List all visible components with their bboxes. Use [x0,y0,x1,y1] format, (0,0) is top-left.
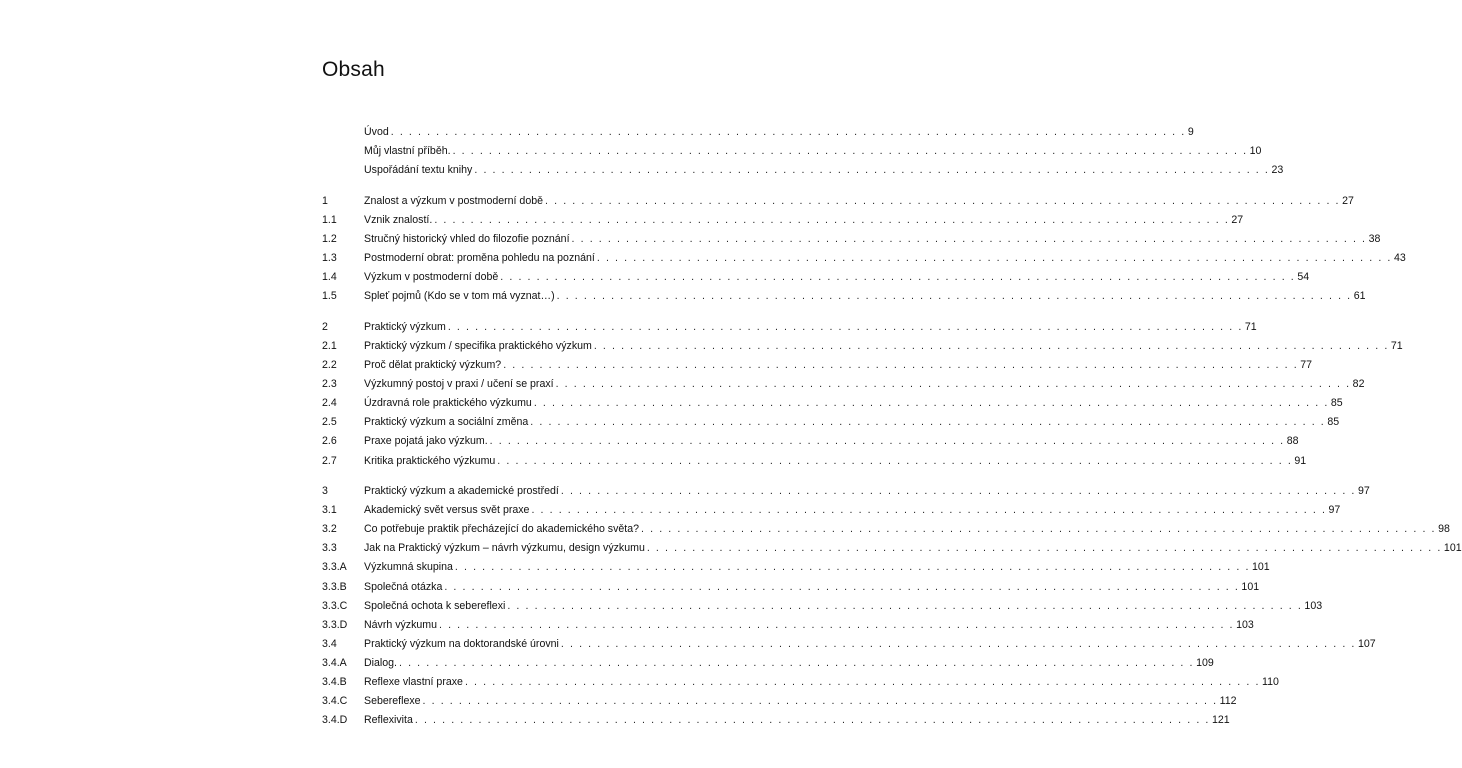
toc-entry-page: 98 [1438,523,1450,536]
toc-entry-page: 107 [1357,637,1376,650]
toc-entry-number: 2.1 [322,339,337,352]
dot-leader [572,230,1367,249]
toc-entry-page: 77 [1300,359,1313,372]
toc-entry-title: Sebereflexe [364,695,421,708]
dot-leader [453,142,1248,161]
toc-entry-number: 1.1 [322,213,337,226]
toc-entry-number: 3.4.B [322,676,347,689]
toc-entry-number: 3.3.D [322,618,348,631]
toc-entry[interactable] [322,520,1450,539]
toc-entry-page: 101 [1443,542,1462,555]
toc-entry[interactable] [322,673,1279,692]
dot-leader [597,249,1392,268]
toc-entry-title: Stručný historický vhled do filozofie poznání [364,232,570,245]
toc-entry-title: Návrh výzkumu [364,618,437,631]
toc-entry-title: Společná otázka [364,580,443,593]
dot-leader [399,654,1194,673]
dot-leader [439,616,1234,635]
dot-leader [415,711,1210,730]
toc-entry-title: Proč dělat praktický výzkum? [364,359,502,372]
toc-entry-number: 2.4 [322,397,337,410]
section-gap [322,471,722,483]
toc-entry-page: 43 [1393,252,1406,265]
toc-entry[interactable] [322,249,1406,268]
toc-entry-title: Úzdravná role praktického výzkumu [364,397,532,410]
toc-entry-page: 82 [1352,378,1365,391]
toc-entry[interactable] [322,558,1270,577]
toc-entry-number: 1 [322,194,328,207]
dot-leader [391,123,1186,142]
toc-entry-page: 10 [1249,145,1262,158]
toc-entry-page: 71 [1244,320,1257,333]
toc-entry-page: 103 [1236,618,1254,631]
dot-leader [531,501,1326,520]
dot-leader [594,337,1389,356]
toc-entry-page: 9 [1187,126,1194,138]
toc-entry-title: Postmoderní obrat: proměna pohledu na poznání [364,252,595,265]
toc-entry-title: Co potřebuje praktik přecházející do akademického světa? [364,523,640,536]
toc-entry-number: 3.3.A [322,561,347,574]
toc-entry-number: 3.4.C [322,695,348,708]
toc-entry-title: Praktický výzkum na doktorandské úrovni [364,637,559,650]
toc-entry-number: 2.2 [322,359,337,372]
toc-entry-title: Dialog. [364,656,397,669]
toc-entry[interactable] [322,654,1214,673]
dot-leader [497,452,1292,471]
dot-leader [503,356,1298,375]
toc-entry[interactable] [322,318,1257,337]
toc-entry-number: 1.4 [322,271,337,284]
toc-entry-page: 27 [1342,194,1354,207]
toc-entry-title: Úvod [364,126,389,138]
toc-entry[interactable] [322,501,1341,520]
toc-entry-title: Výzkum v postmoderní době [364,271,499,284]
toc-entry-title: Spleť pojmů (Kdo se v tom má vyznat…) [364,290,555,303]
toc-entry-title: Praktický výzkum a akademické prostředí [364,485,559,498]
toc-entry-title: Akademický svět versus svět praxe [364,504,530,517]
toc-entry-number: 1.3 [322,252,337,265]
dot-leader [490,432,1285,451]
toc-entry[interactable] [322,635,1376,654]
toc-entry[interactable] [322,539,1462,558]
toc-entry-page: 110 [1262,676,1279,689]
toc-entry[interactable] [322,482,1370,501]
toc-entry[interactable] [322,616,1254,635]
toc-entry-title: Kritika praktického výzkumu [364,454,496,467]
dot-leader [545,192,1340,211]
toc-entry[interactable] [322,142,1262,161]
toc-entry[interactable] [322,356,1313,375]
toc-entry[interactable] [322,711,1230,730]
toc-entry-number: 3.4.A [322,656,347,669]
toc-entry[interactable] [322,597,1323,616]
toc-entry-number: 3.3 [322,542,337,555]
toc-entry-page: 103 [1304,599,1323,612]
toc-entry[interactable] [322,375,1365,394]
toc-entry-page: 71 [1390,339,1403,352]
dot-leader [561,635,1356,654]
toc-entry[interactable] [322,337,1403,356]
toc-entry[interactable] [322,692,1237,711]
dot-leader [423,692,1218,711]
toc-entry-page: 121 [1211,714,1230,727]
toc-entry-number: 2.6 [322,435,337,448]
toc-entry[interactable] [322,413,1340,432]
dot-leader [448,318,1243,337]
toc-entry-number: 3.4.D [322,714,348,727]
toc-entry-page: 97 [1328,504,1341,517]
toc-entry-number: 3.3.B [322,580,347,593]
toc-entry-title: Vznik znalostí. [364,213,433,226]
toc-entry-number: 2 [322,320,328,333]
toc-entry-title: Praktický výzkum a sociální změna [364,416,529,429]
toc-entry-title: Znalost a výzkum v postmoderní době [364,194,544,207]
toc-entry-title: Praktický výzkum [364,320,446,333]
toc-entry-page: 61 [1353,290,1366,303]
toc-entry-title: Reflexe vlastní praxe [364,676,463,689]
toc-entry-number: 2.3 [322,378,337,391]
toc-entry-page: 101 [1252,561,1270,574]
toc-entry-page: 109 [1196,656,1214,669]
dot-leader [455,558,1250,577]
toc-entry-number: 3 [322,485,328,498]
toc-entry-page: 23 [1271,164,1284,177]
toc-entry-page: 85 [1327,416,1340,429]
toc-entry[interactable] [322,211,1244,230]
table-of-contents [322,123,1462,730]
dot-leader [444,578,1239,597]
toc-entry-title: Praktický výzkum / specifika praktického výzkum [364,339,592,352]
toc-entry[interactable] [322,230,1381,249]
dot-leader [507,597,1302,616]
toc-entry-number: 3.2 [322,523,337,536]
dot-leader [500,268,1295,287]
toc-entry-page: 88 [1286,435,1299,448]
toc-entry-page: 97 [1357,485,1370,498]
toc-entry-title: Můj vlastní příběh. [364,145,451,158]
toc-entry[interactable] [322,578,1260,597]
dot-leader [534,394,1329,413]
toc-entry-title: Výzkumná skupina [364,561,453,574]
dot-leader [561,482,1356,501]
toc-entry-title: Uspořádání textu knihy [364,164,473,177]
dot-leader [434,211,1229,230]
dot-leader [530,413,1325,432]
section-gap [322,306,722,318]
toc-entry-number: 2.7 [322,454,337,467]
toc-entry[interactable] [322,268,1310,287]
toc-entry-number: 1.5 [322,290,337,303]
toc-entry-page: 91 [1294,454,1307,467]
toc-entry-title: Společná ochota k sebereflexi [364,599,506,612]
toc-entry-title: Jak na Praktický výzkum – návrh výzkumu, design výzkumu [364,542,645,555]
toc-entry[interactable] [322,161,1284,180]
toc-entry-page: 112 [1219,695,1237,708]
toc-entry-number: 1.2 [322,232,337,245]
toc-entry-number: 3.1 [322,504,337,517]
dot-leader [647,539,1442,558]
toc-entry-title: Reflexivita [364,714,413,727]
toc-entry[interactable] [322,452,1307,471]
toc-entry[interactable] [322,192,1354,211]
section-gap [322,180,722,192]
toc-entry-title: Praxe pojatá jako výzkum. [364,435,488,448]
dot-leader [641,520,1436,539]
toc-entry-title: Výzkumný postoj v praxi / učení se praxí [364,378,554,391]
toc-entry-number: 3.4 [322,637,337,650]
toc-entry-page: 101 [1241,580,1260,593]
dot-leader [556,375,1351,394]
dot-leader [465,673,1260,692]
toc-entry-page: 85 [1330,397,1343,410]
dot-leader [557,287,1352,306]
toc-entry-number: 3.3.C [322,599,348,612]
toc-entry[interactable] [322,432,1299,451]
toc-entry[interactable] [322,394,1343,413]
page-title: Obsah [322,58,385,81]
toc-entry-page: 38 [1368,232,1381,245]
dot-leader [474,161,1269,180]
toc-entry[interactable] [322,287,1366,306]
toc-entry-page: 54 [1297,271,1310,284]
toc-entry-number: 2.5 [322,416,337,429]
toc-entry-page: 27 [1231,213,1244,226]
toc-entry[interactable] [322,123,1194,142]
